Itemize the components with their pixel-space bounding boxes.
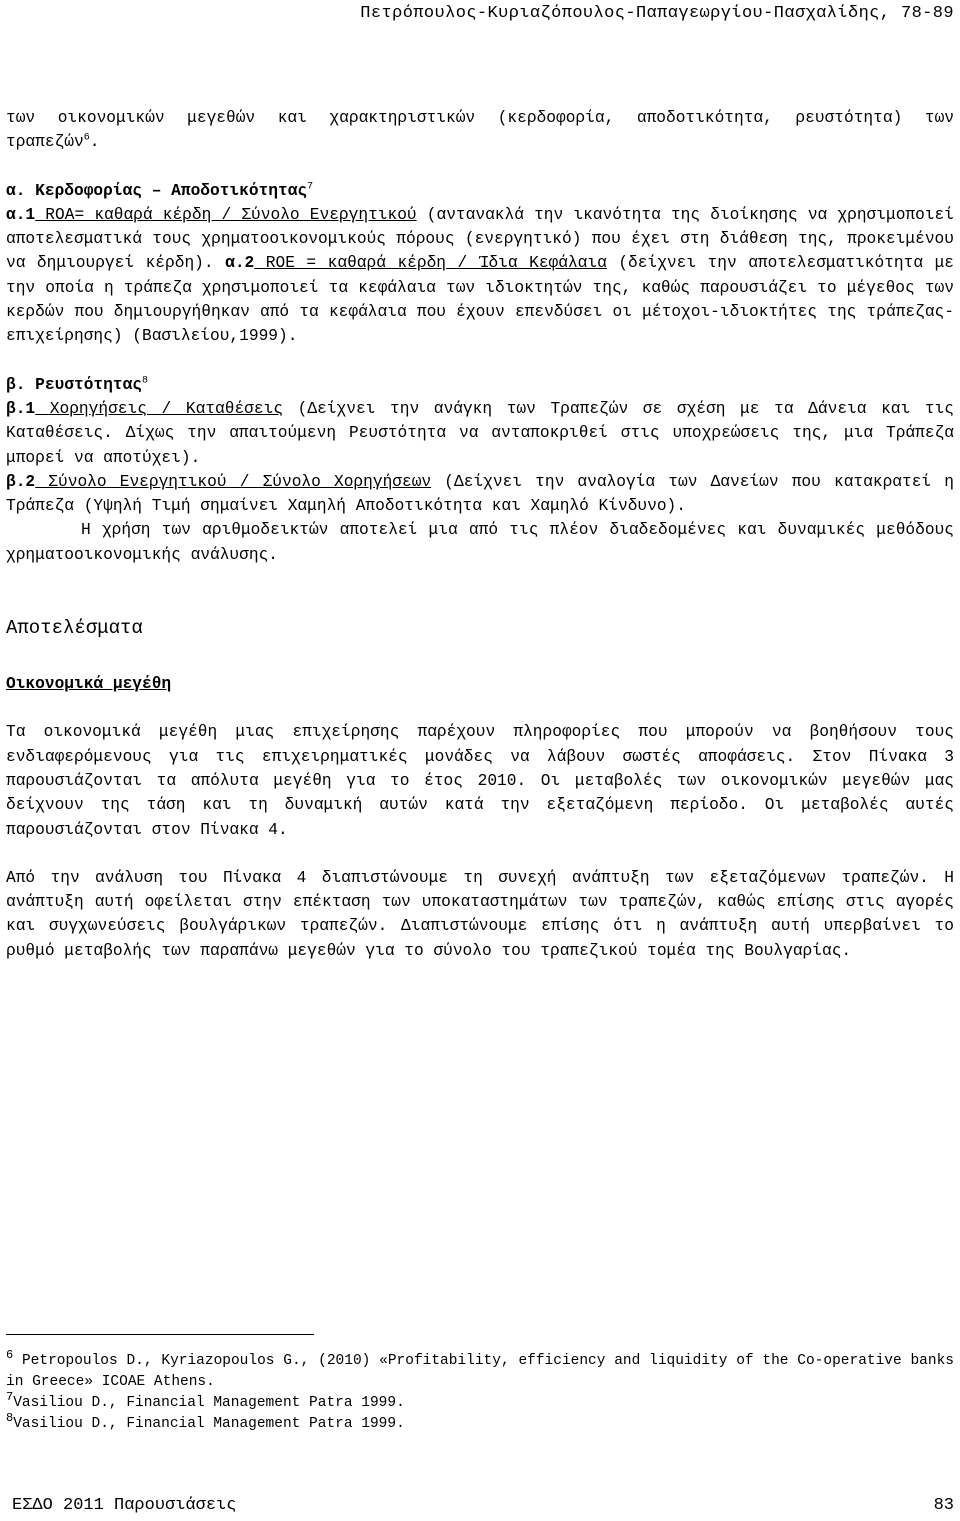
footnote-8 — [6, 1411, 954, 1435]
footnote-6 — [6, 1348, 954, 1393]
results-heading: Αποτελέσματα — [6, 617, 143, 640]
closing-paragraph: Η χρήση των αριθμοδεικτών αποτελεί μια από τις πλέον διαδεδομένες και δυναμικές μεθόδους χρηματοοικονομικής ανάλυσης. — [6, 521, 954, 564]
footer-publication: ΕΣΔΟ 2011 Παρουσιάσεις — [12, 1496, 237, 1515]
ratio-b2-formula: Σύνολο Ενεργητικού / Σύνολο Χορηγήσεων — [35, 472, 432, 491]
footnote-number: 8 — [6, 1411, 14, 1426]
ratio-a1-paragraph — [6, 203, 954, 349]
footnote-ref-8[interactable]: 8 — [142, 375, 149, 387]
results-subheading-text: Οικονομικά μεγέθη — [6, 675, 172, 694]
footnote-separator — [6, 1334, 314, 1335]
ratio-a1-label: α.1 — [6, 205, 36, 224]
section-a-title-text: α. Κερδοφορίας – Αποδοτικότητας — [6, 181, 308, 200]
ratio-a1-formula: ROA= καθαρά κέρδη / Σύνολο Ενεργητικού — [35, 205, 417, 224]
ratio-a1-text: (αντανακλά την ικανότητα της διοίκησης να χρησιμοποιεί αποτελεσματικά τους χρηματοοικονομικούς πόρους (ενεργητικό) που έχει στη διάθεση της, προκειμένου να δημιουργεί κέρδη). — [6, 205, 954, 273]
ratio-a2-label: α.2 — [225, 254, 255, 273]
footnote-text: Petropoulos D., Kyriazopoulos G., (2010) «Profitability, efficiency and liquidity of the Co-operative banks in Greece» ICOAE Athens. — [6, 1353, 954, 1390]
section-b-title-text: β. Ρευστότητας — [6, 375, 142, 394]
footnote-text: Vasiliou D., Financial Management Patra 1999. — [13, 1395, 405, 1411]
ratio-b2-text: (Δείχνει την αναλογία των Δανείων που κατακρατεί η Τράπεζα (Υψηλή Τιμή σημαίνει Χαμηλή Αποδοτικότητα και Χαμηλό Κίνδυνο). — [6, 472, 954, 516]
section-b-title — [6, 373, 954, 397]
footnote-number: 7 — [6, 1390, 14, 1405]
ratio-a2-formula: ROE = καθαρά κέρδη / Ίδια Κεφάλαια — [254, 254, 607, 273]
ratio-b2-paragraph — [6, 470, 954, 519]
footnotes — [6, 1348, 954, 1435]
ratio-b1-label: β.1 — [6, 399, 36, 418]
results-paragraph-1: Τα οικονομικά μεγέθη μιας επιχείρησης παρέχουν πληροφορίες που μπορούν να βοηθήσουν τους ενδιαφερόμενους για τις επιχειρηματικές μονάδες να λάβουν σωστές αποφάσεις. Στον Πίνακα 3 παρουσιάζονται τα απόλυτα μεγέθη για το έτος 2010. Οι μεταβολές των οικονομικών μεγεθών μας δείχνουν της τάση και τη δυναμική αυτών κατά την εξεταζόμενη περίοδο. Οι μεταβολές αυτές παρουσιάζονται στον Πίνακα 4. — [6, 723, 954, 839]
ratio-b1-paragraph — [6, 397, 954, 470]
footnote-ref-6[interactable]: 6 — [83, 132, 90, 144]
results-subheading — [6, 672, 954, 696]
page-number: 83 — [933, 1496, 954, 1515]
results-paragraph-2: Από την ανάλυση του Πίνακα 4 διαπιστώνουμε τη συνεχή ανάπτυξη των εξεταζόμενων τραπεζών. Η ανάπτυξη αυτή οφείλεται στην επέκταση των υποκαταστημάτων των τραπεζών, καθώς επίσης στις αγορές και συγχωνεύσεις βουλγάρικων τραπεζών. Διαπιστώνουμε επίσης ότι η ανάπτυξη αυτή υπερβαίνει το ρυθμό μεταβολής των παραπάνω μεγεθών για το σύνολο του τραπεζικού τομέα της Βουλγαρίας. — [6, 868, 954, 960]
ratio-b1-formula: Χορηγήσεις / Καταθέσεις — [35, 399, 284, 418]
footnote-text: Vasiliou D., Financial Management Patra 1999. — [13, 1416, 405, 1432]
intro-paragraph — [6, 106, 954, 155]
ratio-b1-text: (Δείχνει την ανάγκη των Τραπεζών σε σχέση με τα Δάνεια και τις Καταθέσεις. Δίχως την απαιτούμενη Ρευστότητα να ανταποκριθεί στις υποχρεώσεις της, μια Τράπεζα μπορεί να αποτύχει). — [6, 399, 954, 467]
footnote-7 — [6, 1390, 954, 1414]
footnote-ref-7[interactable]: 7 — [307, 181, 314, 193]
section-a-title — [6, 179, 954, 203]
footnote-number: 6 — [6, 1348, 14, 1363]
body-text — [6, 106, 954, 963]
intro-end: . — [89, 133, 100, 152]
ratio-a2-text: (δείχνει την αποτελεσματικότητα με την οποία η τράπεζα χρησιμοποιεί τα κεφάλαια των ιδιοκτητών της, καθώς παρουσιάζει το μέγεθος των κερδών που δημιουργήθηκαν από τα κεφάλαια που έχουν επενδύσει οι μέτοχοι-ιδιοκτήτες της τράπεζας-επιχείρησης) (Βασιλείου,1999). — [6, 254, 954, 346]
ratio-b2-label: β.2 — [6, 472, 36, 491]
running-header: Πετρόπουλος-Κυριαζόπουλος-Παπαγεωργίου-Πασχαλίδης, 78-89 — [360, 4, 954, 23]
intro-text: των οικονομικών μεγεθών και χαρακτηριστικών (κερδοφορία, αποδοτικότητα, ρευστότητα) των τραπεζών — [6, 109, 954, 152]
